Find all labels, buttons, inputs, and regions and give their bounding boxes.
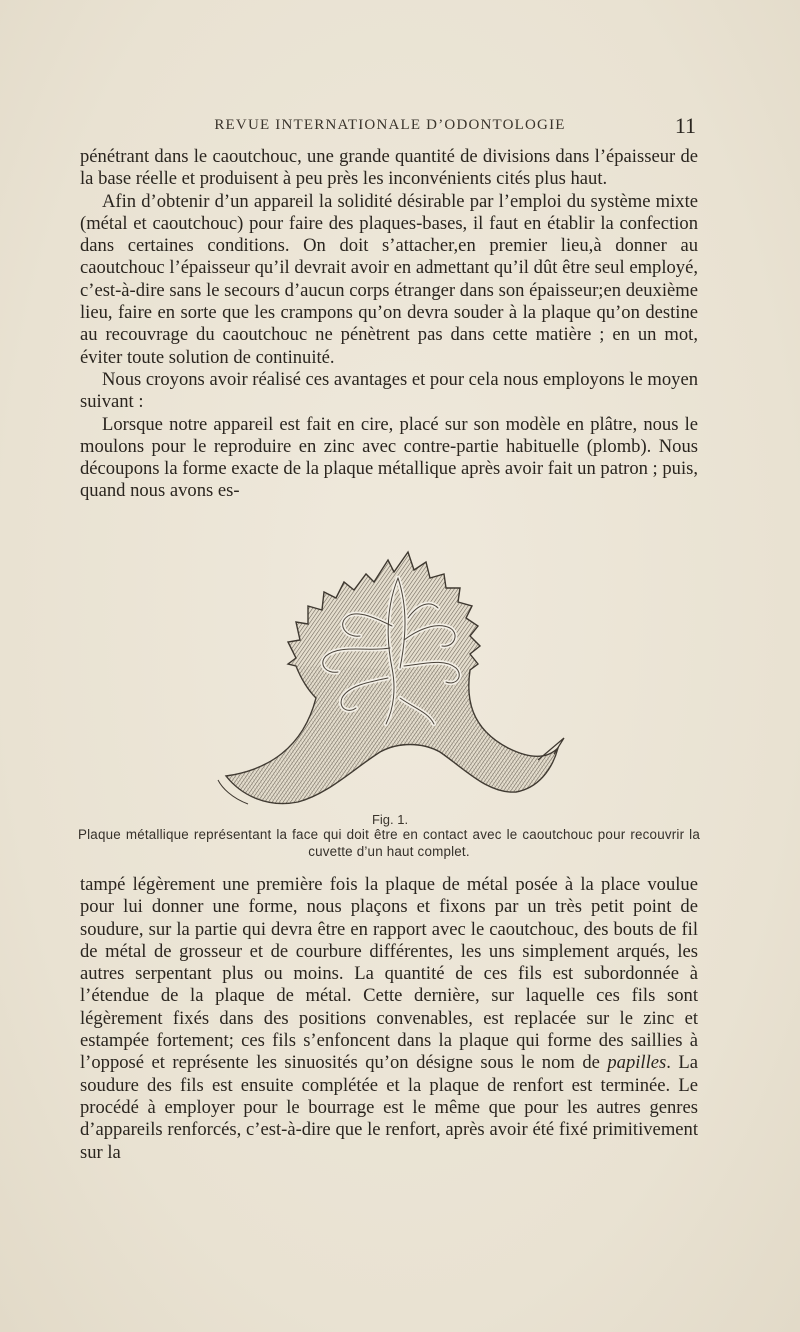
- text-after-italic: . La soudure des fils est ensuite complétée et la plaque de renfort est terminée. Le procédé à employer pour le bourrage est le même que pour les autres genres d’appareils renforcés, c’est-à-dire que le renfort, après avoir été fixé primitivement sur la: [80, 1052, 698, 1163]
- running-head: REVUE INTERNATIONALE D’ODONTOLOGIE: [214, 117, 566, 133]
- italic-term: papilles: [607, 1052, 667, 1074]
- body-text-top: [80, 146, 698, 503]
- text-before-italic: tampé légèrement une première fois la plaque de métal posée à la place voulue pour lui donner une forme, nous plaçons et fixons par un très petit point de soudure, sur la partie qui devra être en rapport avec le caoutchouc, des bouts de fil de métal de grosseur et de courbure différentes, les uns simplement arqués, les autres serpentant plus ou moins. La quantité de ces fils est subordonnée à l’étendue de la plaque de métal. Cette dernière, sur laquelle ces fils sont légèrement fixés dans des positions convenables, est replacée sur le zinc et estampée fortement; ces fils s’enfoncent dans la plaque qui forme des saillies à l’opposé et représente les sinuosités qu’on désigne sous le nom de: [80, 874, 698, 1074]
- paragraph-advantages: Nous croyons avoir réalisé ces avantages et pour cela nous employons le moyen suivant :: [80, 368, 698, 413]
- paragraph-procedure: Lorsque notre appareil est fait en cire, placé sur son modèle en plâtre, nous le moulons pour le reproduire en zinc avec contre-partie habituelle (plomb). Nous découpons la forme exacte de la plaque métallique après avoir fait un patron ; puis, quand nous avons es-: [80, 413, 699, 502]
- figure-label: Fig. 1.: [371, 812, 409, 827]
- paragraph-stamping: [80, 874, 698, 1164]
- page-number: 11: [674, 113, 696, 138]
- metal-plate-illustration: [208, 548, 578, 818]
- paragraph-continuation: pénétrant dans le caoutchouc, une grande quantité de divisions dans l’épaisseur de la base réelle et produisent à peu près les inconvénients cités plus haut.: [80, 146, 698, 190]
- page-header: [80, 113, 700, 137]
- figure-caption: Plaque métallique représentant la face qui doit être en contact avec le caoutchouc pour recouvrir la cuvette d’un haut complet.: [78, 827, 700, 859]
- body-text-bottom: [80, 874, 698, 1164]
- paragraph-solidity: Afin d’obtenir d’un appareil la solidité désirable par l’emploi du système mixte (métal et caoutchouc) pour faire des plaques-bases, il faut en établir la confection dans certaines conditions. On doit s’attacher,en premier lieu,à donner au caoutchouc l’épaisseur qu’il devrait avoir en admettant qu’il dût être seul employé, c’est-à-dire sans le secours d’aucun corps étranger dans son épaisseur;en deuxième lieu, faire en sorte que les crampons qu’on devra souder à la plaque qu’on destine au recouvrage du caoutchouc ne pénètrent pas dans cette matière ; en un mot, éviter toute solution de continuité.: [80, 190, 698, 368]
